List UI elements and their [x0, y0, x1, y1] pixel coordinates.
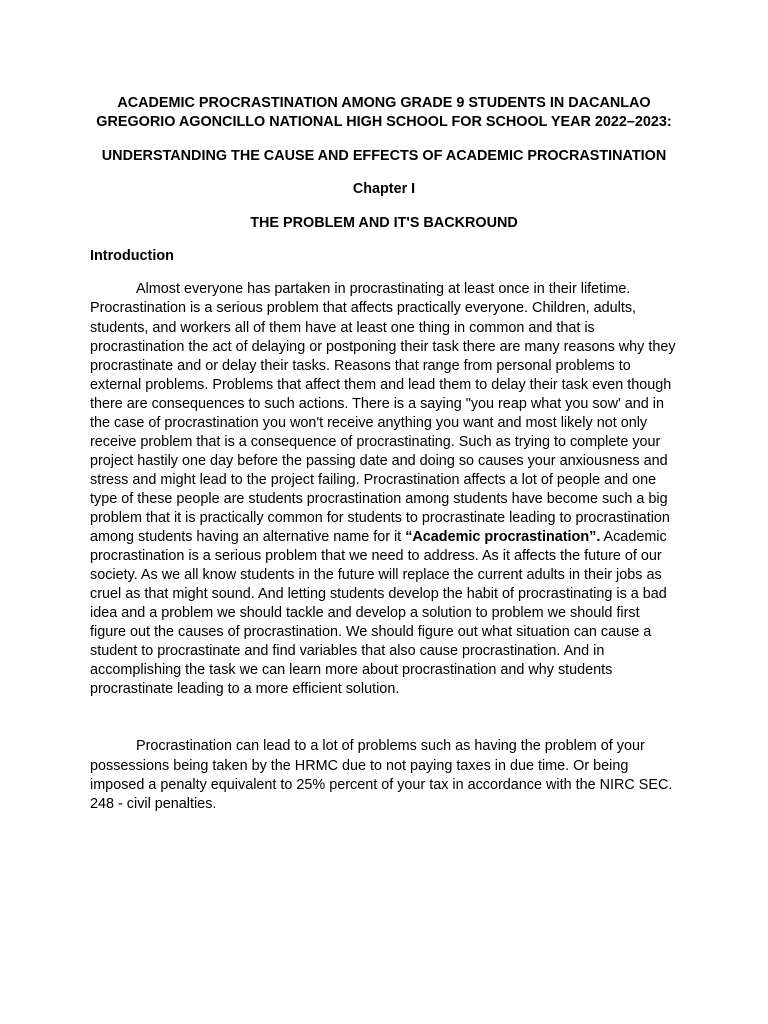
- document-title: ACADEMIC PROCRASTINATION AMONG GRADE 9 STUDENTS IN DACANLAO GREGORIO AGONCILLO NATIONAL HIGH SCHOOL FOR SCHOOL YEAR 2022–2023:: [96, 95, 672, 131]
- document-subtitle: UNDERSTANDING THE CAUSE AND EFFECTS OF ACADEMIC PROCRASTINATION: [101, 147, 667, 164]
- consequences-paragraph: Procrastination can lead to a lot of problems such as having the problem of your possessions being taken by the HRMC due to not paying taxes in due time. Or being imposed a penalty equivalent to 25% percent of your tax in accordance with the NIRC SEC. 248 - civil penalties.: [90, 738, 673, 812]
- chapter-heading: Chapter I: [352, 181, 416, 198]
- introduction-paragraph: [90, 280, 678, 699]
- problem-heading: THE PROBLEM AND IT'S BACKROUND: [250, 214, 518, 231]
- paragraph-text-before-bold: Almost everyone has partaken in procrastinating at least once in their lifetime. Procrastination is a serious problem that affects practically everyone. Children, adults, students, and workers all of them have at least one thing in common and that is procrastination the act of delaying or postponing their task there are many reasons why they procrastinate and or delay their tasks. Reasons that range from personal problems to external problems. Problems that affect them and lead them to delay their task even though there are consequences to such actions. There is a saying "you reap what you sow' and in the case of procrastination you won't receive anything you want and most likely not only receive problem that is a consequence of procrastinating. Such as trying to complete your project hastily one day before the passing date and doing so causes your anxiousness and stress and might lead to the project failing. Procrastination affects a lot of people and one type of these people are students procrastination among students have become such a big problem that it is practically common for students to procrastinate leading to procrastination among students having an alternative name for it: [90, 281, 676, 546]
- academic-procrastination-term: “Academic procrastination”.: [405, 529, 601, 546]
- paragraph-text-after-bold: Academic procrastination is a serious problem that we need to address. As it affects the future of our society. As we all know students in the future will replace the current adults in their jobs as cruel as that might sound. And letting students develop the habit of procrastinating is a bad idea and a problem we should tackle and develop a solution to problem we should first figure out the causes of procrastination. We should figure out what situation can cause a student to procrastinate and find variables that also cause procrastination. And in accomplishing the task we can learn more about procrastination and why students procrastinate leading to a more efficient solution.: [90, 529, 667, 698]
- introduction-heading: Introduction: [90, 248, 174, 265]
